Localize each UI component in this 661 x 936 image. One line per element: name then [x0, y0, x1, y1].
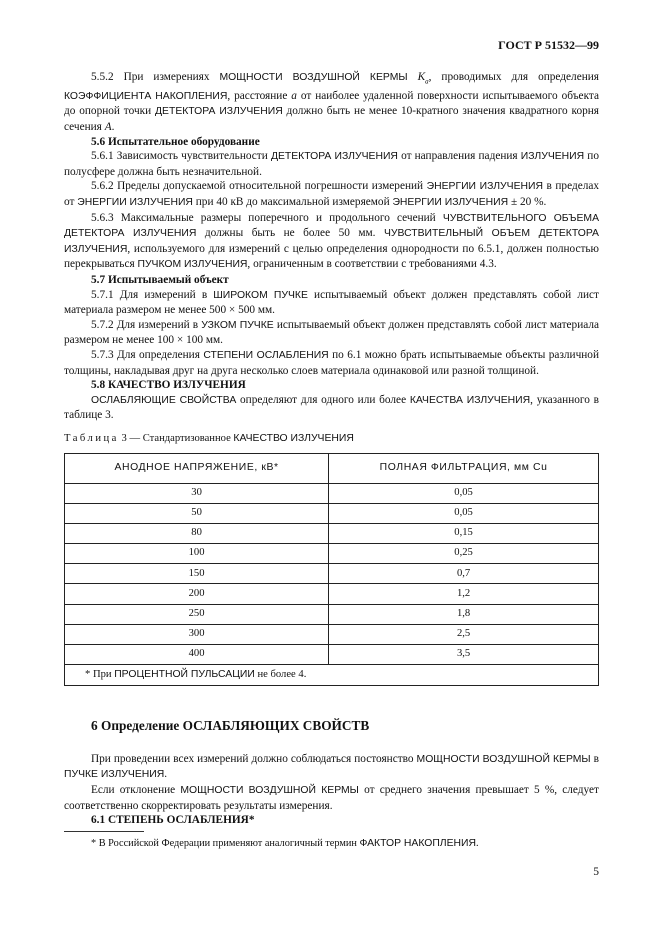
filtration-cell: 0,7 — [329, 564, 599, 584]
table-row — [65, 645, 599, 665]
paragraph-5-7-2: 5.7.2 Для измерений в УЗКОМ ПУЧКЕ испытываемый объект должен представлять собой лист материала размером не менее 100 × 100 мм. — [64, 318, 600, 347]
table-row — [65, 604, 599, 624]
table-3 — [64, 453, 599, 687]
page-number: 5 — [593, 866, 599, 878]
paragraph-5-8: ОСЛАБЛЯЮЩИЕ СВОЙСТВА определяют для одного или более КАЧЕСТВА ИЗЛУЧЕНИЯ, указанного в таблице 3. — [64, 393, 599, 422]
table-row — [65, 544, 599, 564]
heading-5-6: 5.6 Испытательное оборудование — [91, 135, 260, 148]
table-note: * При ПРОЦЕНТНОЙ ПУЛЬСАЦИИ не более 4. — [65, 665, 599, 686]
voltage-cell: 50 — [65, 503, 329, 523]
paragraph-5-5-2: 5.5.2 При измерениях МОЩНОСТИ ВОЗДУШНОЙ КЕРМЫ $K_a$, проводимых для определения КОЭФФИЦИЕНТА НАКОПЛЕНИЯ, расстояние a от наиболее удаленной поверхности испытываемого объекта до опорной точки ДЕТЕКТОРА ИЗЛУЧЕНИЯ должно быть не менее 10-кратного значения квадратного корня сечения A. — [64, 71, 600, 134]
table-row — [65, 564, 599, 584]
filtration-cell: 3,5 — [329, 645, 599, 665]
heading-5-7: 5.7 Испытываемый объект — [91, 273, 229, 286]
filtration-cell: 1,2 — [329, 584, 599, 604]
paragraph-5-6-1: 5.6.1 Зависимость чувствительности ДЕТЕКТОРА ИЗЛУЧЕНИЯ от направления падения ИЗЛУЧЕНИЯ по полусфере должна быть незначительной. — [64, 150, 599, 178]
filtration-cell: 0,05 — [329, 483, 599, 503]
heading-6-1: 6.1 СТЕПЕНЬ ОСЛАБЛЕНИЯ* — [91, 814, 255, 827]
section-6-title: 6 Определение ОСЛАБЛЯЮЩИХ СВОЙСТВ — [91, 718, 370, 734]
column-header-voltage: АНОДНОЕ НАПРЯЖЕНИЕ, кВ* — [65, 453, 329, 483]
voltage-cell: 300 — [65, 624, 329, 644]
filtration-cell: 0,25 — [329, 544, 599, 564]
document-body — [64, 70, 599, 851]
voltage-cell: 150 — [65, 564, 329, 584]
table-note-row — [65, 665, 599, 686]
voltage-cell: 400 — [65, 645, 329, 665]
filtration-cell: 1,8 — [329, 604, 599, 624]
table-header-row — [65, 453, 599, 483]
filtration-cell: 0,05 — [329, 503, 599, 523]
filtration-cell: 0,15 — [329, 523, 599, 543]
voltage-cell: 100 — [65, 544, 329, 564]
column-header-filtration: ПОЛНАЯ ФИЛЬТРАЦИЯ, мм Cu — [329, 453, 599, 483]
paragraph-6-b: Если отклонение МОЩНОСТИ ВОЗДУШНОЙ КЕРМЫ от среднего значения превышает 5 %, следует соответственно скорректировать результаты измерения. — [64, 783, 599, 812]
table-row — [65, 624, 599, 644]
paragraph-5-6-3: 5.6.3 Максимальные размеры поперечного и продольного сечений ЧУВСТВИТЕЛЬНОГО ОБЪЕМА ДЕТЕКТОРА ИЗЛУЧЕНИЯ должны быть не более 50 мм. ЧУВСТВИТЕЛЬНЫЙ ОБЪЕМ ДЕТЕКТОРА ИЗЛУЧЕНИЯ, используемого для измерений с целью определения однородности по 6.5.1, должен полностью перекрываться ПУЧКОМ ИЗЛУЧЕНИЯ, ограниченным в соответствии с требованиями 4.3. — [64, 211, 600, 271]
table-3-caption: Таблица 3 — Стандартизованное КАЧЕСТВО ИЗЛУЧЕНИЯ — [64, 432, 354, 444]
voltage-cell: 250 — [65, 604, 329, 624]
document-header: ГОСТ Р 51532—99 — [498, 38, 599, 52]
table-row — [65, 584, 599, 604]
paragraph-5-7-3: 5.7.3 Для определения СТЕПЕНИ ОСЛАБЛЕНИЯ по 6.1 можно брать испытываемые объекты различной толщины, накладывая друг на друга несколько слоев материала одинаковой или разной толщиной. — [64, 348, 600, 377]
footnote: * В Российской Федерации применяют аналогичный термин ФАКТОР НАКОПЛЕНИЯ. — [91, 837, 479, 849]
table-row — [65, 483, 599, 503]
table-row — [65, 503, 599, 523]
footnote-divider — [64, 831, 144, 832]
voltage-cell: 30 — [65, 483, 329, 503]
paragraph-6-a: При проведении всех измерений должно соблюдаться постоянство МОЩНОСТИ ВОЗДУШНОЙ КЕРМЫ в ПУЧКЕ ИЗЛУЧЕНИЯ. — [64, 752, 599, 781]
heading-5-8: 5.8 КАЧЕСТВО ИЗЛУЧЕНИЯ — [91, 379, 246, 392]
paragraph-5-7-1: 5.7.1 Для измерений в ШИРОКОМ ПУЧКЕ испытываемый объект должен представлять собой лист материала размером не менее 500 × 500 мм. — [64, 288, 599, 317]
voltage-cell: 80 — [65, 523, 329, 543]
voltage-cell: 200 — [65, 584, 329, 604]
paragraph-5-6-2: 5.6.2 Пределы допускаемой относительной погрешности измерений ЭНЕРГИИ ИЗЛУЧЕНИЯ в пределах от ЭНЕРГИИ ИЗЛУЧЕНИЯ при 40 кВ до максимальной измеряемой ЭНЕРГИИ ИЗЛУЧЕНИЯ ± 20 %. — [64, 180, 600, 208]
table-row — [65, 523, 599, 543]
filtration-cell: 2,5 — [329, 624, 599, 644]
